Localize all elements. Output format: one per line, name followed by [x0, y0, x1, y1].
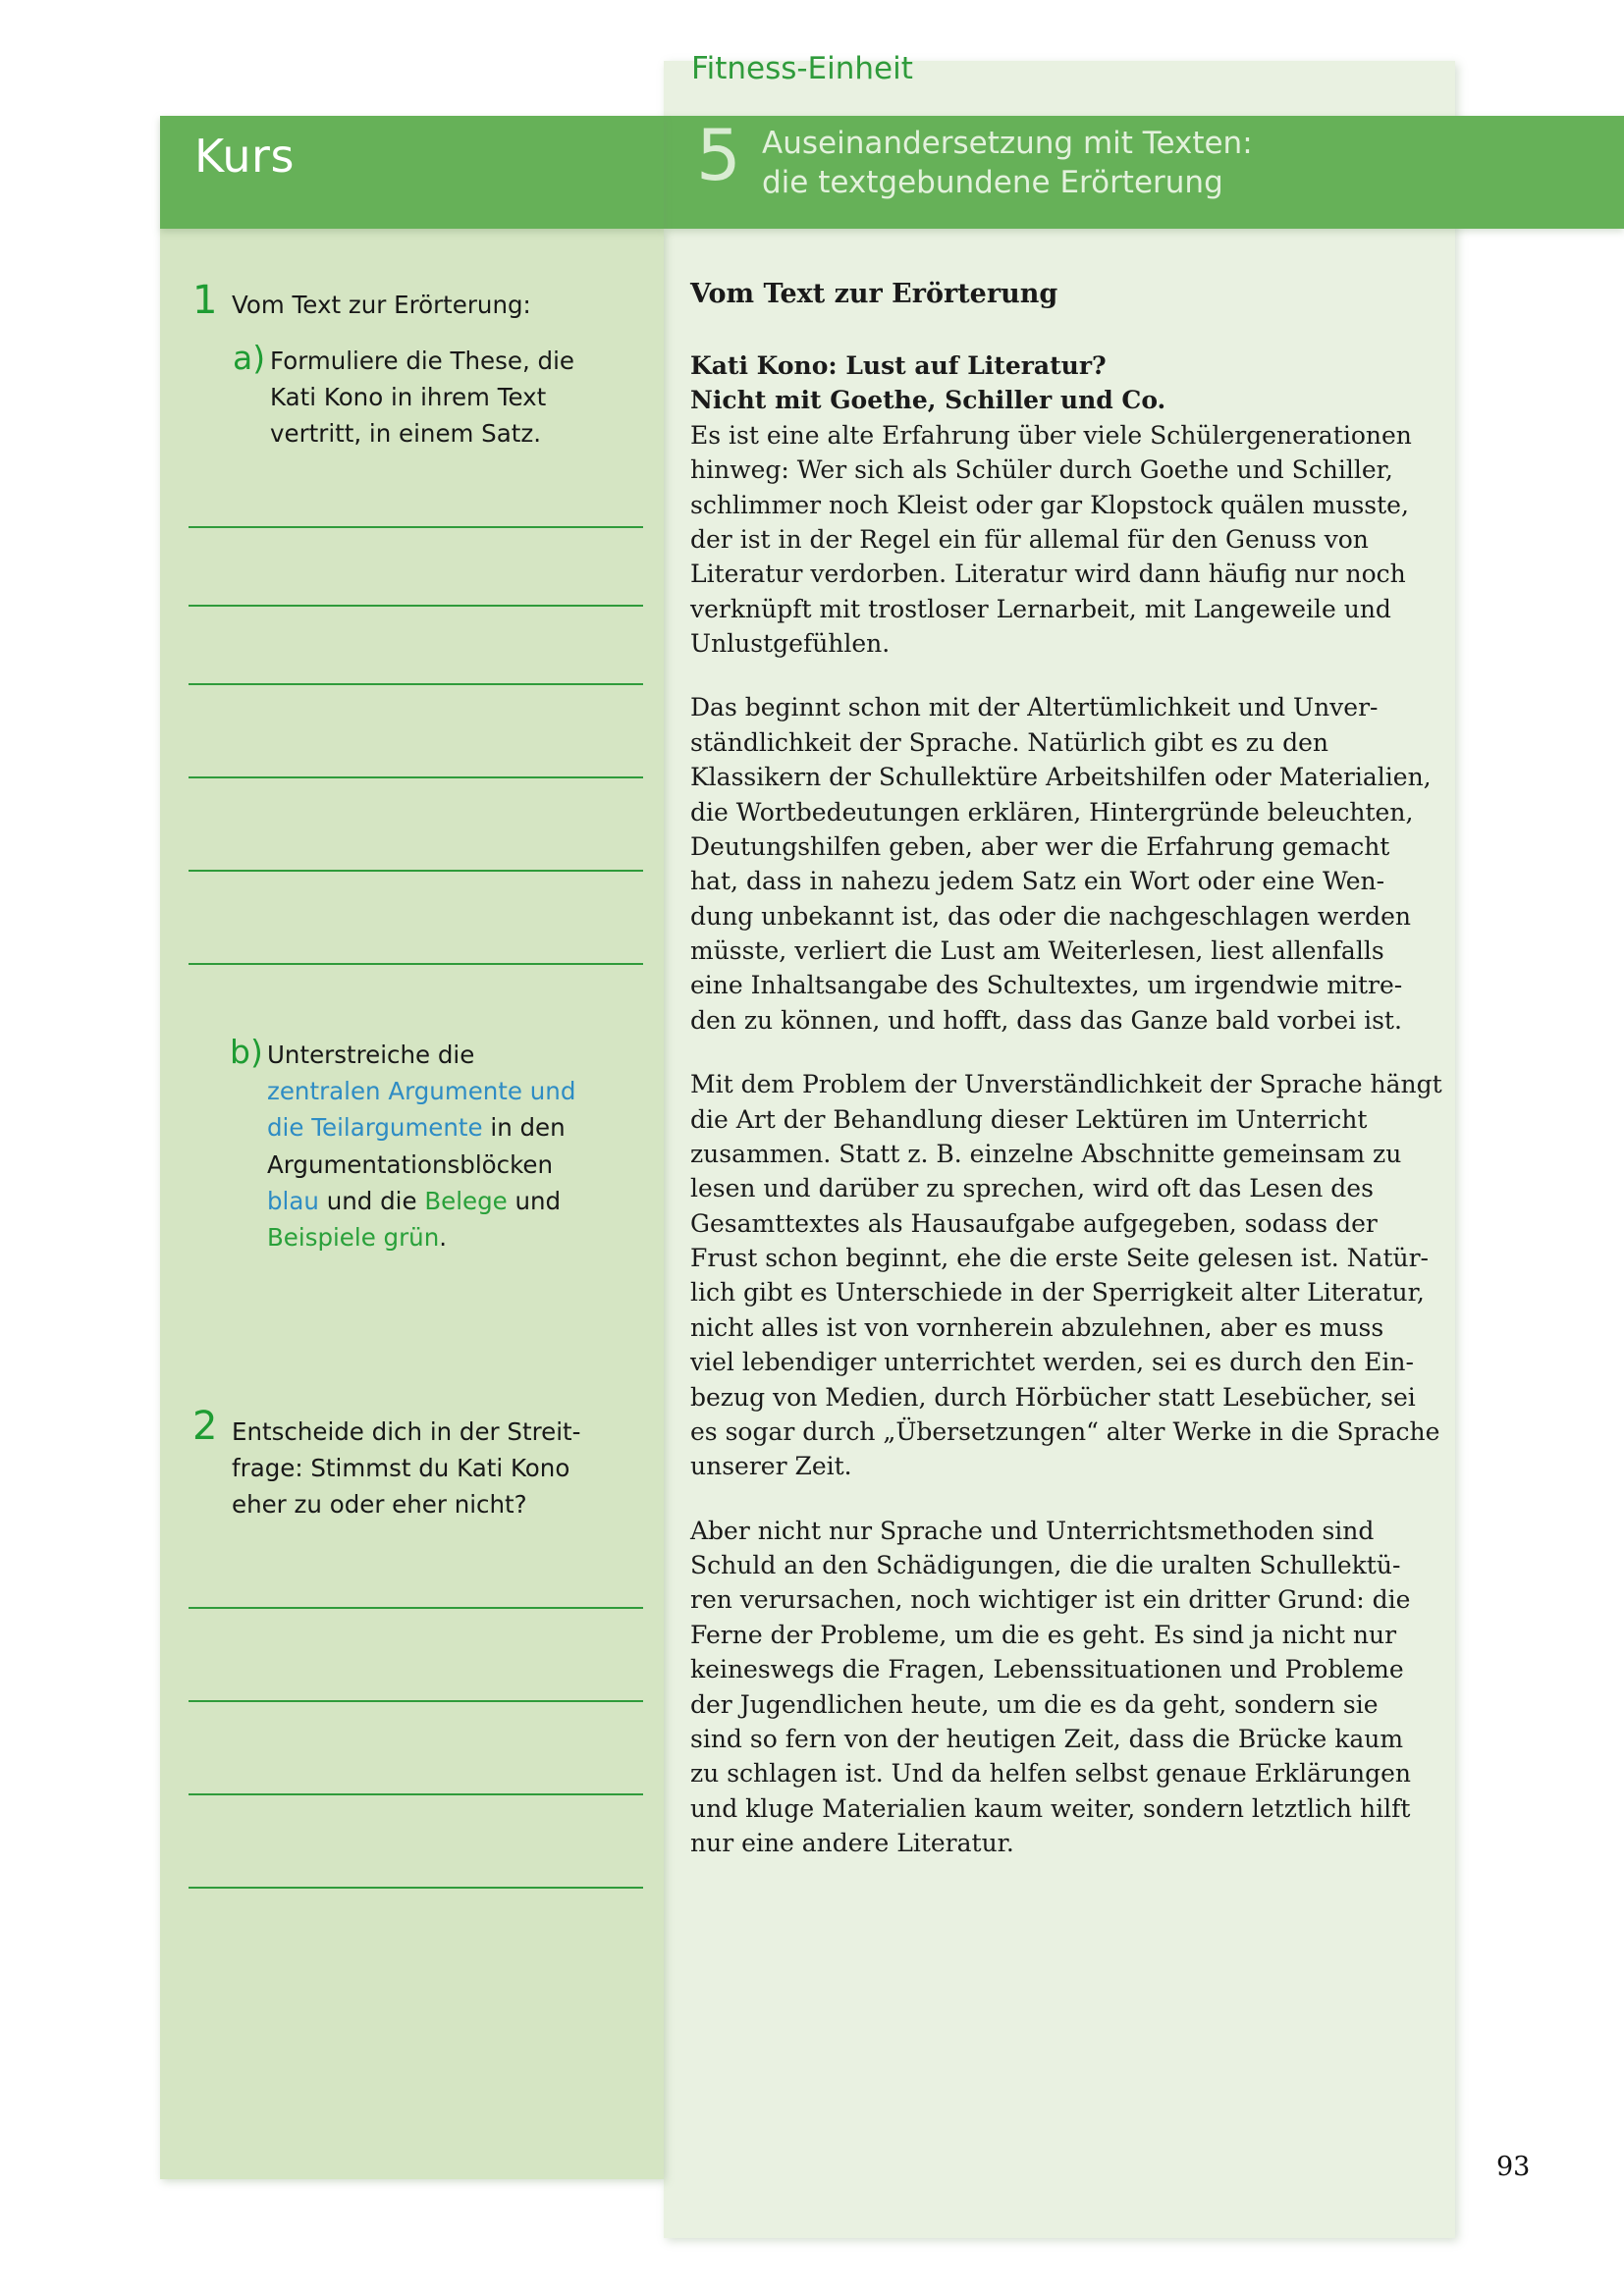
fitness-einheit-label: Fitness-Einheit [691, 51, 913, 86]
article-subtitle-line-1: Kati Kono: Lust auf Literatur? [690, 350, 1107, 380]
exercise-1b-line-1 [267, 1037, 575, 1073]
exercise-1b-text [267, 1036, 575, 1255]
paragraph-line: Gesamttextes als Hausaufgabe aufgegeben, sodass der [690, 1208, 1378, 1238]
paragraph-line: Schuld an den Schädigungen, die die uralten Schullektü- [690, 1551, 1401, 1579]
paragraph-line: verknüpft mit trostloser Lernarbeit, mit Langeweile und [690, 594, 1391, 623]
paragraph-line: Literatur verdorben. Literatur wird dann häufig nur noch [690, 560, 1406, 589]
unit-title-line-2: die textgebundene Erörterung [762, 165, 1223, 201]
exercise-1b-line1-plain: Unterstreiche die [267, 1041, 475, 1069]
paragraph-line: viel lebendiger unterrichtet werden, sei es durch den Ein- [690, 1348, 1414, 1377]
unit-title-line-1: Auseinandersetzung mit Texten: [762, 126, 1253, 161]
article-subtitle-line-2: Nicht mit Goethe, Schiller und Co. [690, 386, 1166, 415]
paragraph-line: Unlustgefühlen. [690, 629, 891, 658]
exercise-1a [233, 339, 625, 453]
kurs-header-band [160, 116, 664, 229]
exercise-1-prompt: Vom Text zur Erörterung: [232, 291, 531, 319]
reading-text [690, 278, 1442, 1890]
paragraph-line: Ferne der Probleme, um die es geht. Es sind ja nicht nur [690, 1620, 1397, 1649]
paragraph-line: eine Inhaltsangabe des Schultextes, um irgendwie mitre- [690, 971, 1403, 1000]
exercise-1b-line-2 [267, 1073, 575, 1109]
article-paragraph-1 [690, 418, 1417, 662]
exercise-1b-line-4 [267, 1147, 575, 1183]
paragraph-line: der Jugendlichen heute, um die es da geht, sondern sie [690, 1689, 1379, 1719]
paragraph-line: sind so fern von der heutigen Zeit, dass die Brücke kaum [690, 1724, 1404, 1753]
exercise-1b-line3-plain: in den [482, 1113, 566, 1143]
paragraph-line: hat, dass in nahezu jedem Satz ein Wort oder eine Wen- [690, 867, 1385, 896]
paragraph-line: Klassikern der Schullektüre Arbeitshilfen oder Materialien, [690, 763, 1432, 792]
exercise-1b-line6-plain: . [439, 1223, 448, 1253]
writing-line[interactable] [189, 963, 643, 965]
writing-line[interactable] [189, 526, 643, 528]
exercise-1a-text [270, 342, 574, 453]
writing-line[interactable] [189, 1607, 643, 1609]
writing-line[interactable] [189, 776, 643, 778]
reading-text-title: Vom Text zur Erörterung [690, 279, 1058, 309]
paragraph-line: und kluge Materialien kaum weiter, sondern letztlich hilft [690, 1793, 1411, 1823]
paragraph-line: zu schlagen ist. Und da helfen selbst genaue Erklärungen [690, 1759, 1412, 1789]
paragraph-line: Deutungshilfen geben, aber wer die Erfahrung gemacht [690, 831, 1390, 861]
paragraph-line: der ist in der Regel ein für allemal für den Genuss von [690, 524, 1369, 554]
paragraph-line: dung unbekannt ist, das oder die nachgeschlagen werden [690, 901, 1411, 931]
exercise-1b-line-3 [267, 1109, 575, 1146]
exercise-1a-line-3: vertritt, in einem Satz. [270, 419, 541, 449]
paragraph-line: hinweg: Wer sich als Schüler durch Goethe und Schiller, [690, 455, 1393, 485]
paragraph-line: lich gibt es Unterschiede in der Sperrigkeit alter Literatur, [690, 1278, 1425, 1308]
exercise-1b-letter: b) [230, 1033, 263, 1071]
exercise-1b-line5-plain-b: und [507, 1186, 562, 1215]
exercise-1b-line5-blue: blau [267, 1186, 319, 1215]
paragraph-line: Das beginnt schon mit der Altertümlichkeit und Unver- [690, 693, 1379, 722]
page-number: 93 [1496, 2152, 1531, 2182]
unit-number: 5 [696, 114, 741, 196]
paragraph-line: bezug von Medien, durch Hörbücher statt Lesebücher, sei [690, 1382, 1416, 1412]
exercise-1b-line4-plain: Argumentationsblöcken [267, 1149, 553, 1179]
exercise-1 [192, 278, 531, 323]
paragraph-line: Frust schon beginnt, ehe die erste Seite gelesen ist. Natür- [690, 1244, 1429, 1272]
paragraph-line: Aber nicht nur Sprache und Unterrichtsmethoden sind [690, 1516, 1375, 1545]
article-subtitle [690, 348, 1417, 418]
exercise-1a-line-2: Kati Kono in ihrem Text [270, 383, 547, 412]
paragraph-line: den zu können, und hofft, dass das Ganze bald vorbei ist. [690, 1005, 1402, 1035]
exercise-2 [192, 1404, 581, 1523]
writing-line[interactable] [189, 1700, 643, 1702]
article-paragraph-2 [690, 690, 1432, 1038]
article-paragraph-3 [690, 1067, 1442, 1484]
paragraph-line: schlimmer noch Kleist oder gar Klopstock quälen musste, [690, 490, 1409, 519]
exercise-2-number: 2 [192, 1404, 218, 1449]
exercise-1b-line2-blue: zentralen Argumente und [267, 1077, 576, 1106]
exercise-2-text [232, 1407, 580, 1523]
paragraph-line: nur eine andere Literatur. [690, 1829, 1014, 1857]
exercise-1b-line-6 [267, 1219, 575, 1255]
exercise-1a-line-1: Formuliere die These, die [270, 347, 574, 375]
exercise-1b-line5-plain-a: und die [318, 1186, 425, 1215]
exercise-2-line-3: eher zu oder eher nicht? [232, 1490, 527, 1520]
kurs-label: Kurs [194, 130, 295, 183]
paragraph-line: es sogar durch „Übersetzungen“ alter Werke in die Sprache [690, 1416, 1440, 1446]
exercise-1-number: 1 [192, 278, 218, 323]
exercise-1b-line6-green: Beispiele grün [267, 1223, 440, 1253]
exercise-1b-line5-green: Belege [424, 1186, 508, 1215]
exercise-1a-letter: a) [233, 339, 266, 377]
unit-title [762, 124, 1528, 203]
exercise-1b [230, 1033, 642, 1255]
paragraph-line: ständlichkeit der Sprache. Natürlich gibt es zu den [690, 727, 1328, 757]
paragraph-line: die Art der Behandlung dieser Lektüren im Unterricht [690, 1104, 1368, 1134]
writing-line[interactable] [189, 1793, 643, 1795]
paragraph-line: müsste, verliert die Lust am Weiterlesen, liest allenfalls [690, 936, 1384, 965]
exercise-1b-line-5 [267, 1183, 575, 1219]
exercise-1b-line3-blue: die Teilargumente [267, 1113, 483, 1143]
paragraph-line: nicht alles ist von vornherein abzulehnen, aber es muss [690, 1312, 1384, 1342]
article-paragraph-4 [690, 1514, 1417, 1861]
writing-line[interactable] [189, 870, 643, 872]
paragraph-line: unserer Zeit. [690, 1452, 852, 1481]
paragraph-line: keineswegs die Fragen, Lebenssituationen und Probleme [690, 1655, 1404, 1684]
paragraph-line: Es ist eine alte Erfahrung über viele Schülergenerationen [690, 420, 1412, 450]
paragraph-line: zusammen. Statt z. B. einzelne Abschnitte gemeinsam zu [690, 1139, 1402, 1168]
paragraph-line: die Wortbedeutungen erklären, Hintergründe beleuchten, [690, 797, 1414, 827]
paragraph-line: Mit dem Problem der Unverständlichkeit der Sprache hängt [690, 1070, 1442, 1099]
exercise-2-line-2: frage: Stimmst du Kati Kono [232, 1454, 570, 1483]
exercise-2-line-1: Entscheide dich in der Streit- [232, 1417, 581, 1446]
paragraph-line: ren verursachen, noch wichtiger ist ein dritter Grund: die [690, 1585, 1411, 1615]
paragraph-line: lesen und darüber zu sprechen, wird oft das Lesen des [690, 1174, 1374, 1203]
writing-line[interactable] [189, 683, 643, 685]
writing-line[interactable] [189, 1887, 643, 1889]
writing-line[interactable] [189, 605, 643, 607]
